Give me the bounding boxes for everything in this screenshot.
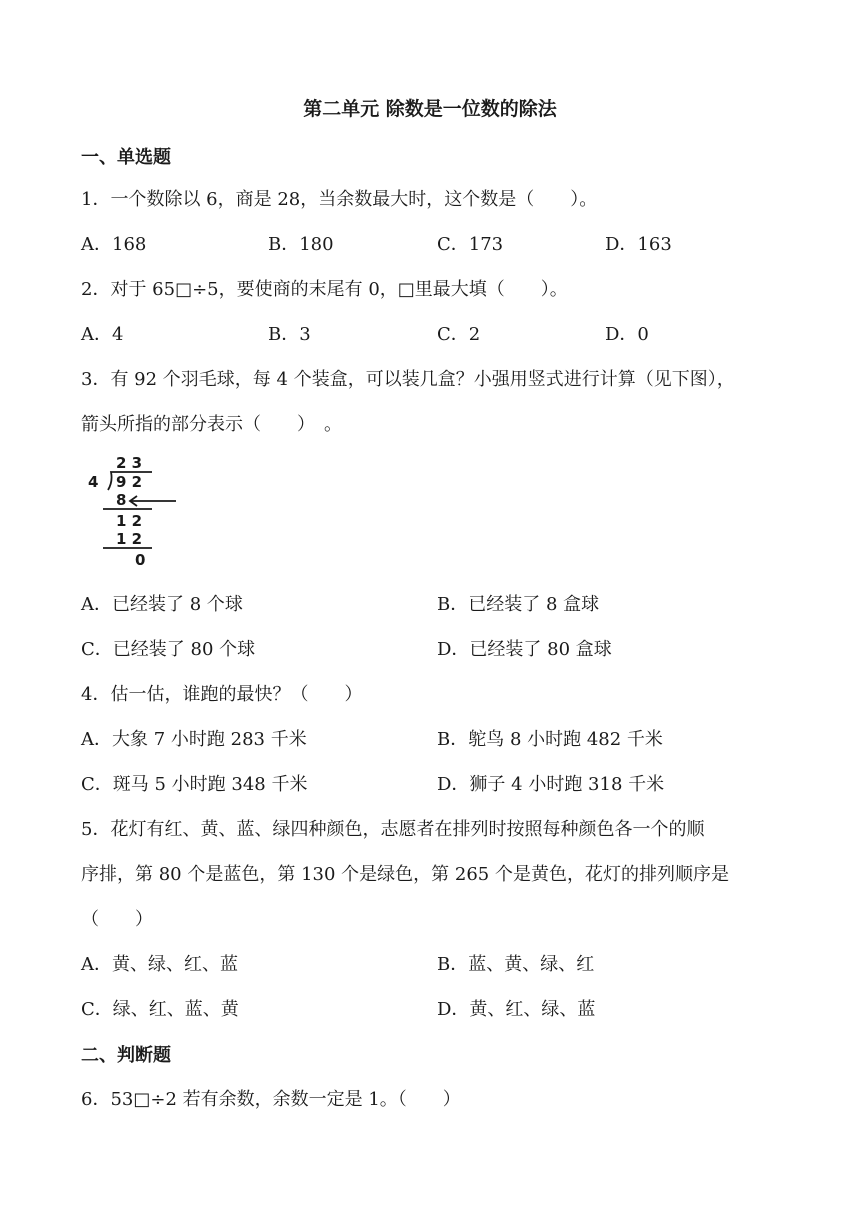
question-5-option-b: B．蓝、黄、绿、红: [437, 954, 595, 975]
question-2-stem: 2．对于 65□÷5，要使商的末尾有 0，□里最大填（ ）。: [81, 279, 568, 300]
question-3-option-a: A．已经装了 8 个球: [81, 594, 243, 615]
question-4-option-b: B．鸵鸟 8 小时跑 482 千米: [437, 729, 663, 750]
section-heading-single-choice: 一、单选题: [81, 147, 171, 168]
question-5-option-c: C．绿、红、蓝、黄: [81, 999, 239, 1020]
question-1-option-b: B．180: [268, 234, 334, 255]
division-step-product-2: 1 2: [116, 530, 143, 548]
question-1-stem: 1．一个数除以 6，商是 28，当余数最大时，这个数是（ ）。: [81, 189, 598, 210]
division-dividend: 9 2: [116, 473, 143, 491]
question-3-option-b: B．已经装了 8 盒球: [437, 594, 600, 615]
section-heading-true-false: 二、判断题: [81, 1045, 171, 1066]
question-3-option-d: D．已经装了 80 盒球: [437, 639, 612, 660]
long-division-figure: [86, 452, 186, 570]
question-4-option-c: C．斑马 5 小时跑 348 千米: [81, 774, 308, 795]
question-2-option-a: A．4: [81, 324, 124, 345]
question-1-option-d: D．163: [605, 234, 672, 255]
division-divisor: 4: [88, 473, 99, 491]
question-3-stem-line-2: 箭头所指的部分表示（ ） 。: [81, 414, 342, 435]
question-3-stem-line-1: 3．有 92 个羽毛球，每 4 个装盒，可以装几盒？小强用竖式进行计算（见下图），: [81, 369, 735, 390]
question-1-option-a: A．168: [81, 234, 147, 255]
question-5-option-a: A．黄、绿、红、蓝: [81, 954, 238, 975]
division-quotient: 2 3: [116, 454, 143, 472]
question-4-option-d: D．狮子 4 小时跑 318 千米: [437, 774, 665, 795]
question-5-stem-line-2: 序排，第 80 个是蓝色，第 130 个是绿色，第 265 个是黄色，花灯的排列顺序是: [81, 864, 729, 885]
page-title: 第二单元 除数是一位数的除法: [303, 98, 557, 120]
question-4-stem: 4．估一估，谁跑的最快？（ ）: [81, 684, 363, 705]
question-1-option-c: C．173: [437, 234, 504, 255]
question-2-option-c: C．2: [437, 324, 481, 345]
question-3-option-c: C．已经装了 80 个球: [81, 639, 256, 660]
question-5-option-d: D．黄、红、绿、蓝: [437, 999, 596, 1020]
question-2-option-b: B．3: [268, 324, 311, 345]
division-step-product: 8: [116, 491, 127, 509]
question-5-stem-line-3: （ ）: [81, 909, 153, 930]
question-4-option-a: A．大象 7 小时跑 283 千米: [81, 729, 307, 750]
question-5-stem-line-1: 5．花灯有红、黄、蓝、绿四种颜色，志愿者在排列时按照每种颜色各一个的顺: [81, 819, 705, 840]
question-6-stem: 6．53□÷2 若有余数，余数一定是 1。（ ）: [81, 1089, 461, 1110]
division-step-remainder: 1 2: [116, 512, 143, 530]
division-final-remainder: 0: [135, 551, 146, 569]
question-2-option-d: D．0: [605, 324, 649, 345]
